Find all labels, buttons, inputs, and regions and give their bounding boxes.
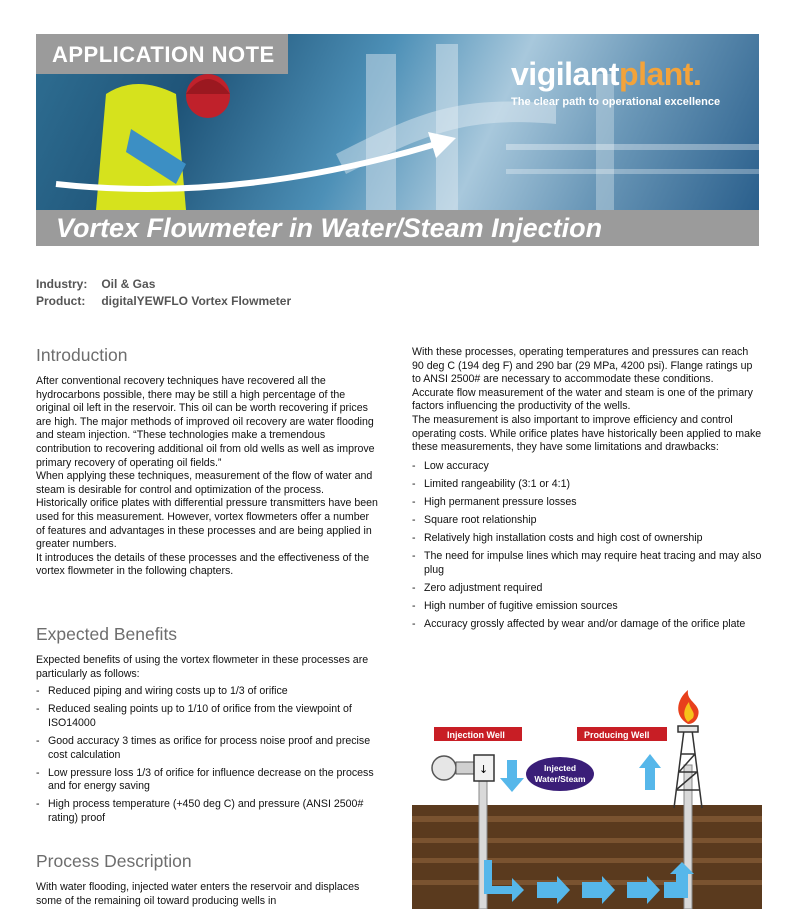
list-item: - Reduced sealing points up to 1/10 of orifice from the viewpoint of ISO14000	[36, 703, 352, 729]
list-item: - High permanent pressure losses	[412, 495, 577, 508]
document-meta	[36, 276, 291, 310]
list-item: - Low accuracy	[412, 459, 489, 472]
intro-heading: Introduction	[36, 345, 128, 365]
list-item: - Low pressure loss 1/3 of orifice for influence decrease on the process and for energy saving	[36, 766, 374, 793]
drawbacks-list	[412, 460, 762, 632]
injection-well-label: Injection Well	[447, 730, 505, 740]
list-item: - Accuracy grossly affected by wear and/or damage of the orifice plate	[412, 618, 746, 631]
svg-text:↓: ↓	[479, 763, 489, 776]
intro-paragraph-3: It introduces the details of these processes and the effectiveness of the vortex flowmeter in the following chapters.	[36, 551, 370, 578]
header-banner	[36, 34, 759, 246]
injected-label-line1: Injected	[543, 763, 577, 773]
product-value: digitalYEWFLO Vortex Flowmeter	[101, 294, 292, 308]
intro-paragraph-1: After conventional recovery techniques have recovered all the hydrocarbons possible, there may be still a high percentage of the original oil left in the reservoir. This oil can be worth recovering if prices are high. The major methods of improved oil recovery are water flooding and steam injection. “These technologies make a tremendous contribution to recovering additional oil from old wells as well as improve primary recovery of operating oil fields.”	[36, 375, 375, 469]
list-item: - High number of fugitive emission sources	[412, 600, 618, 612]
intro-body	[36, 375, 378, 579]
title-bar	[36, 210, 759, 246]
flowmeter-icon	[432, 755, 494, 781]
list-item: - Square root relationship	[412, 514, 537, 527]
down-arrow-icon	[500, 760, 524, 792]
product-row	[36, 293, 291, 310]
list-item: - Limited rangeability (3:1 or 4:1)	[412, 477, 571, 490]
up-arrow-icon	[639, 754, 661, 790]
producing-well-label: Producing Well	[584, 730, 650, 740]
right-paragraph-1: With these processes, operating temperatures and pressures can reach 90 deg C (194 deg F) and 290 bar (29 MPa, 4200 psi). Flange ratings up to ANSI 2500# are necessary to accommodate these conditions.	[412, 346, 753, 386]
application-note-label: APPLICATION NOTE	[52, 42, 275, 67]
brand-logo-part2: plant.	[619, 56, 702, 92]
brand-tagline: The clear path to operational excellence	[511, 96, 721, 108]
flame-icon	[678, 690, 698, 724]
right-paragraph-3: The measurement is also important to improve efficiency and control operating costs. While orifice plates have historically been applied to make these measurements, they have some limitations and drawbacks:	[412, 413, 762, 454]
list-item: - Reduced piping and wiring costs up to 1/3 of orifice	[36, 685, 288, 698]
brand-logo-part1: vigilant	[511, 56, 620, 92]
process-body	[36, 881, 381, 908]
industry-label: Industry:	[36, 277, 88, 291]
intro-paragraph-2: When applying these techniques, measurement of the flow of water and steam is desirable for control and optimization of the process. Historically orifice plates with differential pressure transmitters have been used for this measurement. However, vortex flowmeters offer a number of features and advantages in these processes and are being applied in greater numbers.	[36, 470, 378, 551]
list-item: - Relatively high installation costs and high cost of ownership	[412, 532, 703, 545]
benefits-heading: Expected Benefits	[36, 624, 178, 644]
page-title: Vortex Flowmeter in Water/Steam Injection	[56, 213, 603, 243]
industry-value: Oil & Gas	[101, 277, 156, 291]
application-note-tag	[36, 34, 288, 74]
right-column-body	[412, 346, 762, 636]
injected-label-line2: Water/Steam	[534, 774, 586, 784]
brand-logo	[511, 56, 701, 93]
industry-row	[36, 276, 291, 293]
process-heading: Process Description	[36, 851, 192, 871]
well-diagram	[412, 690, 762, 909]
list-item: - Zero adjustment required	[412, 581, 543, 594]
benefits-body	[36, 654, 381, 830]
product-label: Product:	[36, 294, 86, 308]
benefits-intro: Expected benefits of using the vortex flowmeter in these processes are particularly as follows:	[36, 654, 369, 680]
right-paragraph-2: Accurate flow measurement of the water and steam is one of the primary factors influencing the productivity of the wells.	[412, 386, 753, 413]
list-item: - High process temperature (+450 deg C) and pressure (ANSI 2500# rating) proof	[36, 798, 364, 824]
list-item: - Good accuracy 3 times as orifice for process noise proof and precise cost calculation	[36, 734, 371, 761]
process-paragraph-1: With water flooding, injected water enters the reservoir and displaces some of the remaining oil toward producing wells in	[36, 881, 360, 907]
benefits-list	[36, 685, 381, 825]
list-item: - The need for impulse lines which may require heat tracing and may also plug	[412, 550, 762, 576]
